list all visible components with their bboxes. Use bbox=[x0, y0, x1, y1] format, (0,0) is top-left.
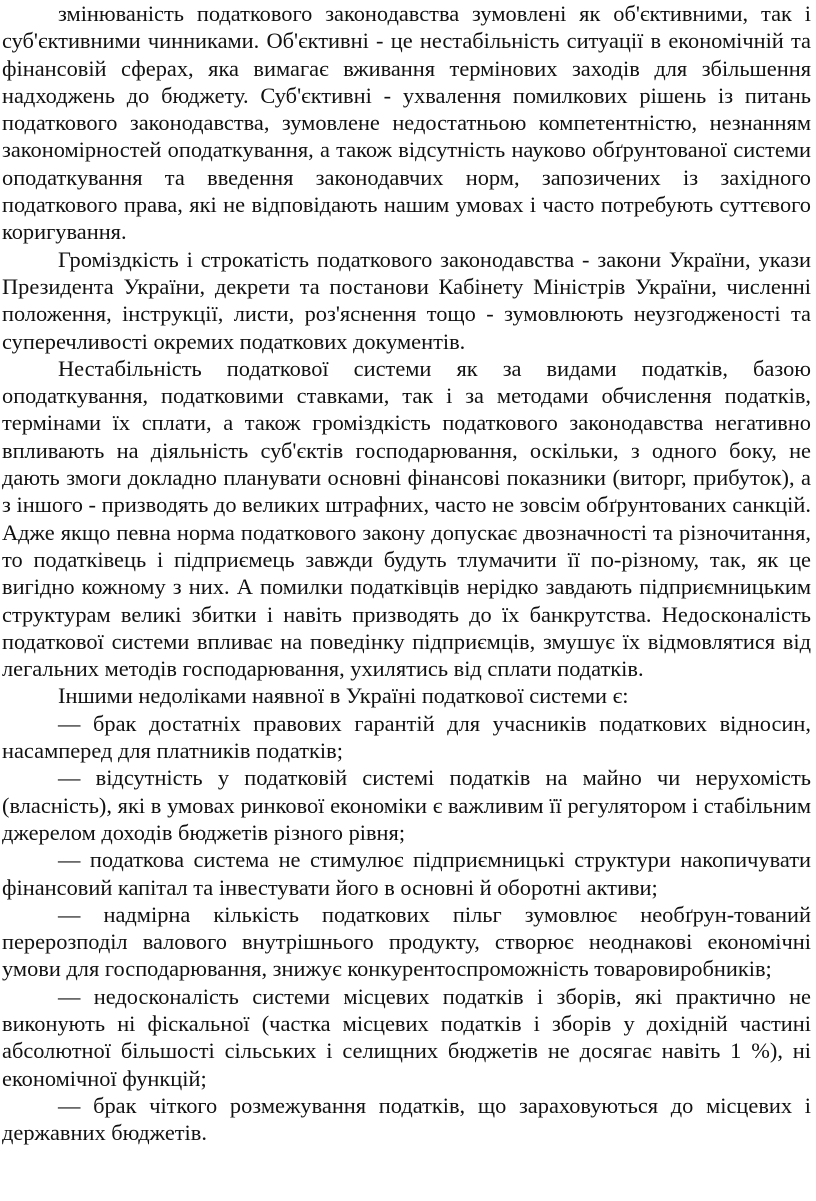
paragraph-system-instability: Нестабільність податкової системи як за видами податків, базою оподаткування, податковими ставками, так і за методами обчислення податків, термінами їх сплати, а також громіздкість податкового законодавства негативно впливають на діяльність суб'єктів господарювання, оскільки, з одного боку, не дають змоги докладно планувати основні фінансові показники (виторг, прибуток), а з іншого - призводять до великих штрафних, часто не зовсім обґрунтованих санкцій. Адже якщо певна норма податкового закону допускає двозначності та різночитання, то податківець і підприємець завжди будуть тлумачити її по-різному, так, як це вигідно кожному з них. А помилки податківців нерідко завдають підприємницьким структурам великі збитки і навіть призводять до їх банкрутства. Недосконалість податкової системи впливає на поведінку підприємців, змушує їх відмовлятися від легальних методів господарювання, ухилятись від сплати податків. bbox=[2, 355, 811, 682]
list-item-property-tax: — відсутність у податковій системі податків на майно чи нерухомість (власність), які в умовах ринкової економіки є важливим її регулятором і стабільним джерелом доходів бюджетів різного рівня; bbox=[2, 765, 811, 845]
list-item-capital-accumulation: — податкова система не стимулює підприємницькі структури накопичувати фінансовий капітал та інвестувати його в основні й оборотні активи; bbox=[2, 847, 811, 900]
list-item-local-taxes: — недосконалість системи місцевих податків і зборів, які практично не виконують ні фіскальної (частка місцевих податків і зборів у дохідній частині абсолютної більшості сільських і селищних бюджетів не досягає навіть 1 %), ні економічної функцій; bbox=[2, 983, 811, 1091]
list-item-legal-guarantees: — брак достатніх правових гарантій для учасників податкових відносин, насамперед для платників податків; bbox=[2, 710, 811, 764]
paragraph-legislation-complexity: Громіздкість і строкатість податкового законодавства - закони України, укази Президента України, декрети та постанови Кабінету Міністрів України, численні положення, інструкції, листи, роз'яснення тощо - зумовлюють неузгодженості та суперечливості окремих податкових документів. bbox=[2, 246, 811, 354]
list-item-tax-distribution: — брак чіткого розмежування податків, що зараховуються до місцевих і державних бюджетів. bbox=[2, 1092, 811, 1146]
paragraph-tax-law-variability: змінюваність податкового законодавства зумовлені як об'єктивними, так і суб'єктивними чинниками. Об'єктивні - це нестабільність ситуації в економічній та фінансовій сферах, яка вимагає вживання термінових заходів для збільшення надходжень до бюджету. Суб'єктивні - ухвалення помилкових рішень із питань податкового законодавства, зумовлене недостатньою компетентністю, незнанням закономірностей оподаткування, а також відсутність науково обґрунтованої системи оподаткування та введення законодавчих норм, запозичених із західного податкового права, які не відповідають нашим умовах і часто потребують суттєвого коригування. bbox=[2, 1, 811, 245]
list-item-tax-benefits: — надмірна кількість податкових пільг зумовлює необґрун-тований перерозподіл валового внутрішнього продукту, створює неоднакові економічні умови для господарювання, знижує конкурентоспроможність товаровиробників; bbox=[2, 901, 811, 982]
paragraph-other-shortcomings-intro: Іншими недоліками наявної в Україні податкової системи є: bbox=[58, 683, 629, 709]
